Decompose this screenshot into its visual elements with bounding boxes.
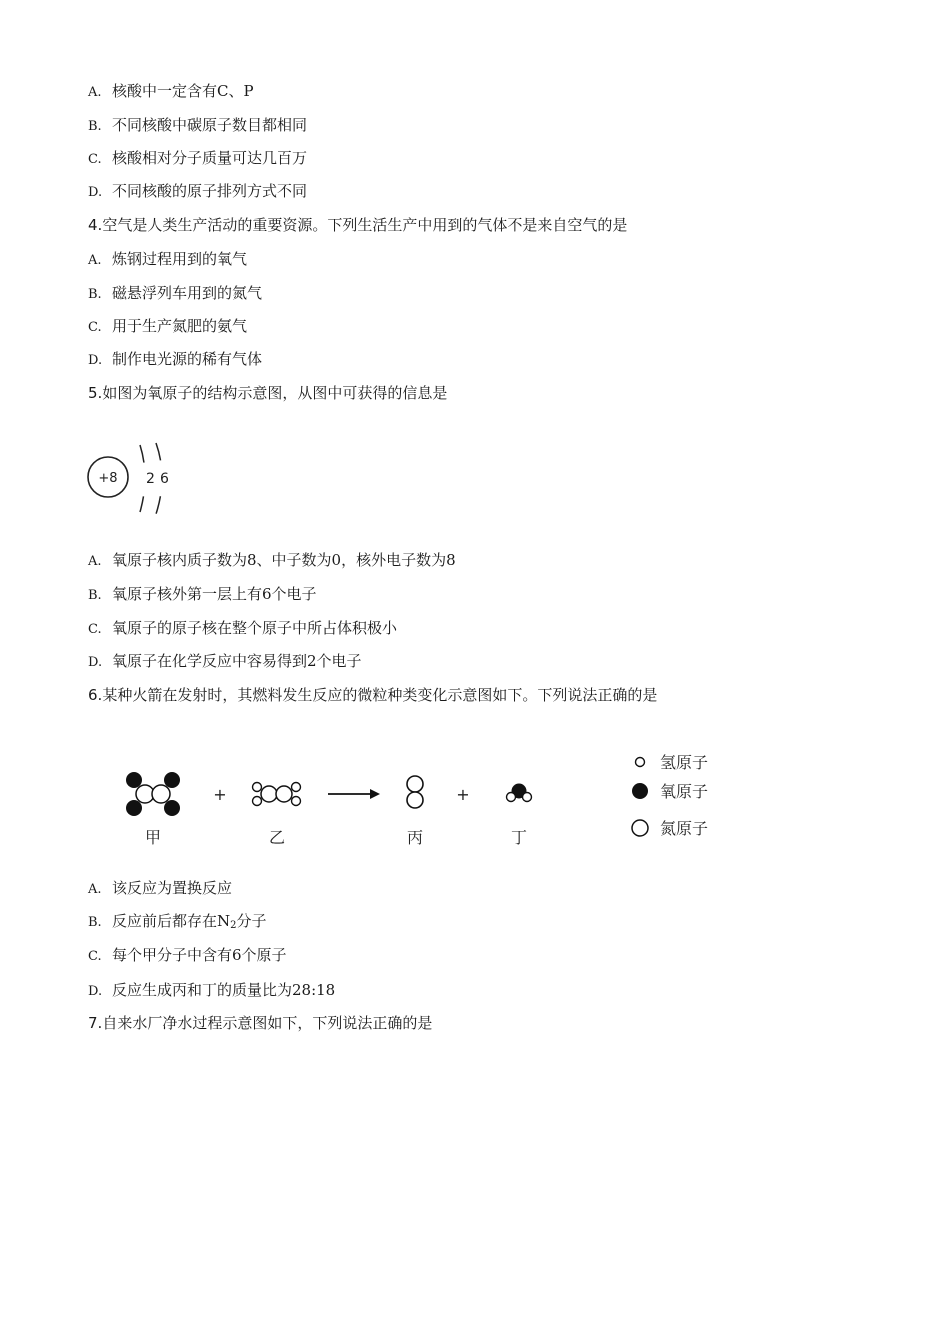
hydrogen-atom: [253, 797, 262, 806]
hydrogen-atom: [126, 800, 142, 816]
question-number: 5.: [88, 384, 103, 402]
molecule-bing: [407, 776, 423, 808]
q6-option-d: [88, 980, 335, 1002]
option-text: 反应生成丙和丁的质量比为28:18: [112, 981, 336, 999]
hydrogen-atom: [292, 797, 301, 806]
question-text: 空气是人类生产活动的重要资源。下列生活生产中用到的气体不是来自空气的是: [102, 216, 628, 234]
shell-1-electrons: 2: [146, 471, 155, 487]
q5-stem: [88, 383, 447, 403]
option-text: 该反应为置换反应: [112, 879, 233, 897]
option-text: 反应前后都存在N: [112, 912, 231, 930]
option-letter: D.: [88, 353, 103, 368]
q5-option-d: [88, 651, 362, 673]
q3-option-b: [88, 115, 307, 137]
nitrogen-atom: [152, 785, 170, 803]
legend-nitrogen: 氮原子: [660, 819, 709, 838]
option-letter: B.: [88, 287, 102, 302]
q3-option-d: [88, 181, 307, 203]
hydrogen-atom: [126, 772, 142, 788]
q4-option-b: [88, 283, 262, 305]
hydrogen-atom: [523, 793, 532, 802]
question-number: 4.: [88, 216, 103, 234]
q3-option-c: [88, 148, 307, 170]
question-number: 7.: [88, 1014, 103, 1032]
nucleus-charge: +8: [98, 471, 118, 486]
option-letter: D.: [88, 984, 103, 999]
option-letter: D.: [88, 655, 103, 670]
option-letter: C.: [88, 949, 102, 964]
hydrogen-atom: [164, 772, 180, 788]
q6-option-c: [88, 945, 287, 967]
reaction-arrow-head: [370, 789, 380, 799]
shell-2-electrons: 6: [160, 471, 169, 487]
hydrogen-atom: [507, 793, 516, 802]
option-text: 不同核酸中碳原子数目都相同: [112, 116, 308, 134]
nitrogen-atom: [261, 786, 277, 802]
label-jia: 甲: [144, 828, 162, 847]
question-number: 6.: [88, 686, 103, 704]
hydrogen-legend-icon: [636, 758, 645, 767]
molecule-yi: [253, 783, 301, 806]
hydrogen-atom: [253, 783, 262, 792]
electron-shell-1: [140, 445, 145, 512]
option-letter: B.: [88, 915, 102, 930]
hydrogen-atom: [164, 800, 180, 816]
option-letter: A.: [88, 882, 102, 897]
option-letter: C.: [88, 320, 102, 335]
q4-option-d: [88, 349, 262, 371]
option-letter: A.: [88, 85, 102, 100]
question-text: 某种火箭在发射时，其燃料发生反应的微粒种类变化示意图如下。下列说法正确的是: [102, 686, 658, 704]
q6-stem: [88, 685, 657, 705]
option-letter: D.: [88, 185, 103, 200]
molecule-ding: [507, 784, 532, 802]
label-bing: 丙: [406, 828, 424, 847]
option-letter: A.: [88, 554, 102, 569]
q5-option-a: [88, 550, 456, 572]
nitrogen-atom: [276, 786, 292, 802]
option-text: 分子: [236, 912, 267, 930]
nitrogen-legend-icon: [632, 820, 648, 836]
nitrogen-atom: [407, 776, 423, 792]
option-text: 用于生产氮肥的氨气: [112, 317, 248, 335]
option-text: 每个甲分子中含有6个原子: [112, 946, 287, 964]
nitrogen-atom: [407, 792, 423, 808]
oxygen-legend-icon: [632, 783, 648, 799]
q6-option-a: [88, 878, 232, 900]
reaction-diagram: [110, 740, 740, 860]
option-text: 氧原子在化学反应中容易得到2个电子: [112, 652, 362, 670]
q6-option-b: [88, 911, 267, 936]
legend: [632, 753, 708, 838]
molecule-jia: [126, 772, 180, 816]
q4-option-a: [88, 249, 247, 271]
option-text: 氧原子核内质子数为8、中子数为0，核外电子数为8: [112, 551, 456, 569]
oxygen-atom-diagram: [84, 440, 194, 520]
option-text: 不同核酸的原子排列方式不同: [112, 182, 308, 200]
option-text: 制作电光源的稀有气体: [112, 350, 263, 368]
subscript: 2: [230, 920, 237, 931]
question-text: 自来水厂净水过程示意图如下，下列说法正确的是: [102, 1014, 433, 1032]
label-ding: 丁: [510, 828, 528, 847]
option-letter: C.: [88, 622, 102, 637]
option-text: 核酸中一定含有C、P: [112, 82, 254, 100]
q5-option-b: [88, 584, 317, 606]
option-text: 氧原子的原子核在整个原子中所占体积极小: [112, 619, 398, 637]
q4-option-c: [88, 316, 247, 338]
plus-sign: +: [456, 785, 470, 804]
plus-sign: +: [213, 785, 227, 804]
label-yi: 乙: [268, 828, 286, 847]
q4-stem: [88, 215, 627, 235]
legend-hydrogen: 氢原子: [660, 753, 709, 772]
hydrogen-atom: [292, 783, 301, 792]
q5-option-c: [88, 618, 397, 640]
option-letter: A.: [88, 253, 102, 268]
option-text: 核酸相对分子质量可达几百万: [112, 149, 308, 167]
option-letter: C.: [88, 152, 102, 167]
question-text: 如图为氧原子的结构示意图，从图中可获得的信息是: [102, 384, 448, 402]
option-text: 氧原子核外第一层上有6个电子: [112, 585, 317, 603]
legend-oxygen: 氧原子: [660, 782, 709, 801]
q3-option-a: [88, 81, 254, 103]
q7-stem: [88, 1013, 432, 1033]
option-letter: B.: [88, 119, 102, 134]
option-letter: B.: [88, 588, 102, 603]
option-text: 磁悬浮列车用到的氮气: [112, 284, 263, 302]
option-text: 炼钢过程用到的氧气: [112, 250, 248, 268]
